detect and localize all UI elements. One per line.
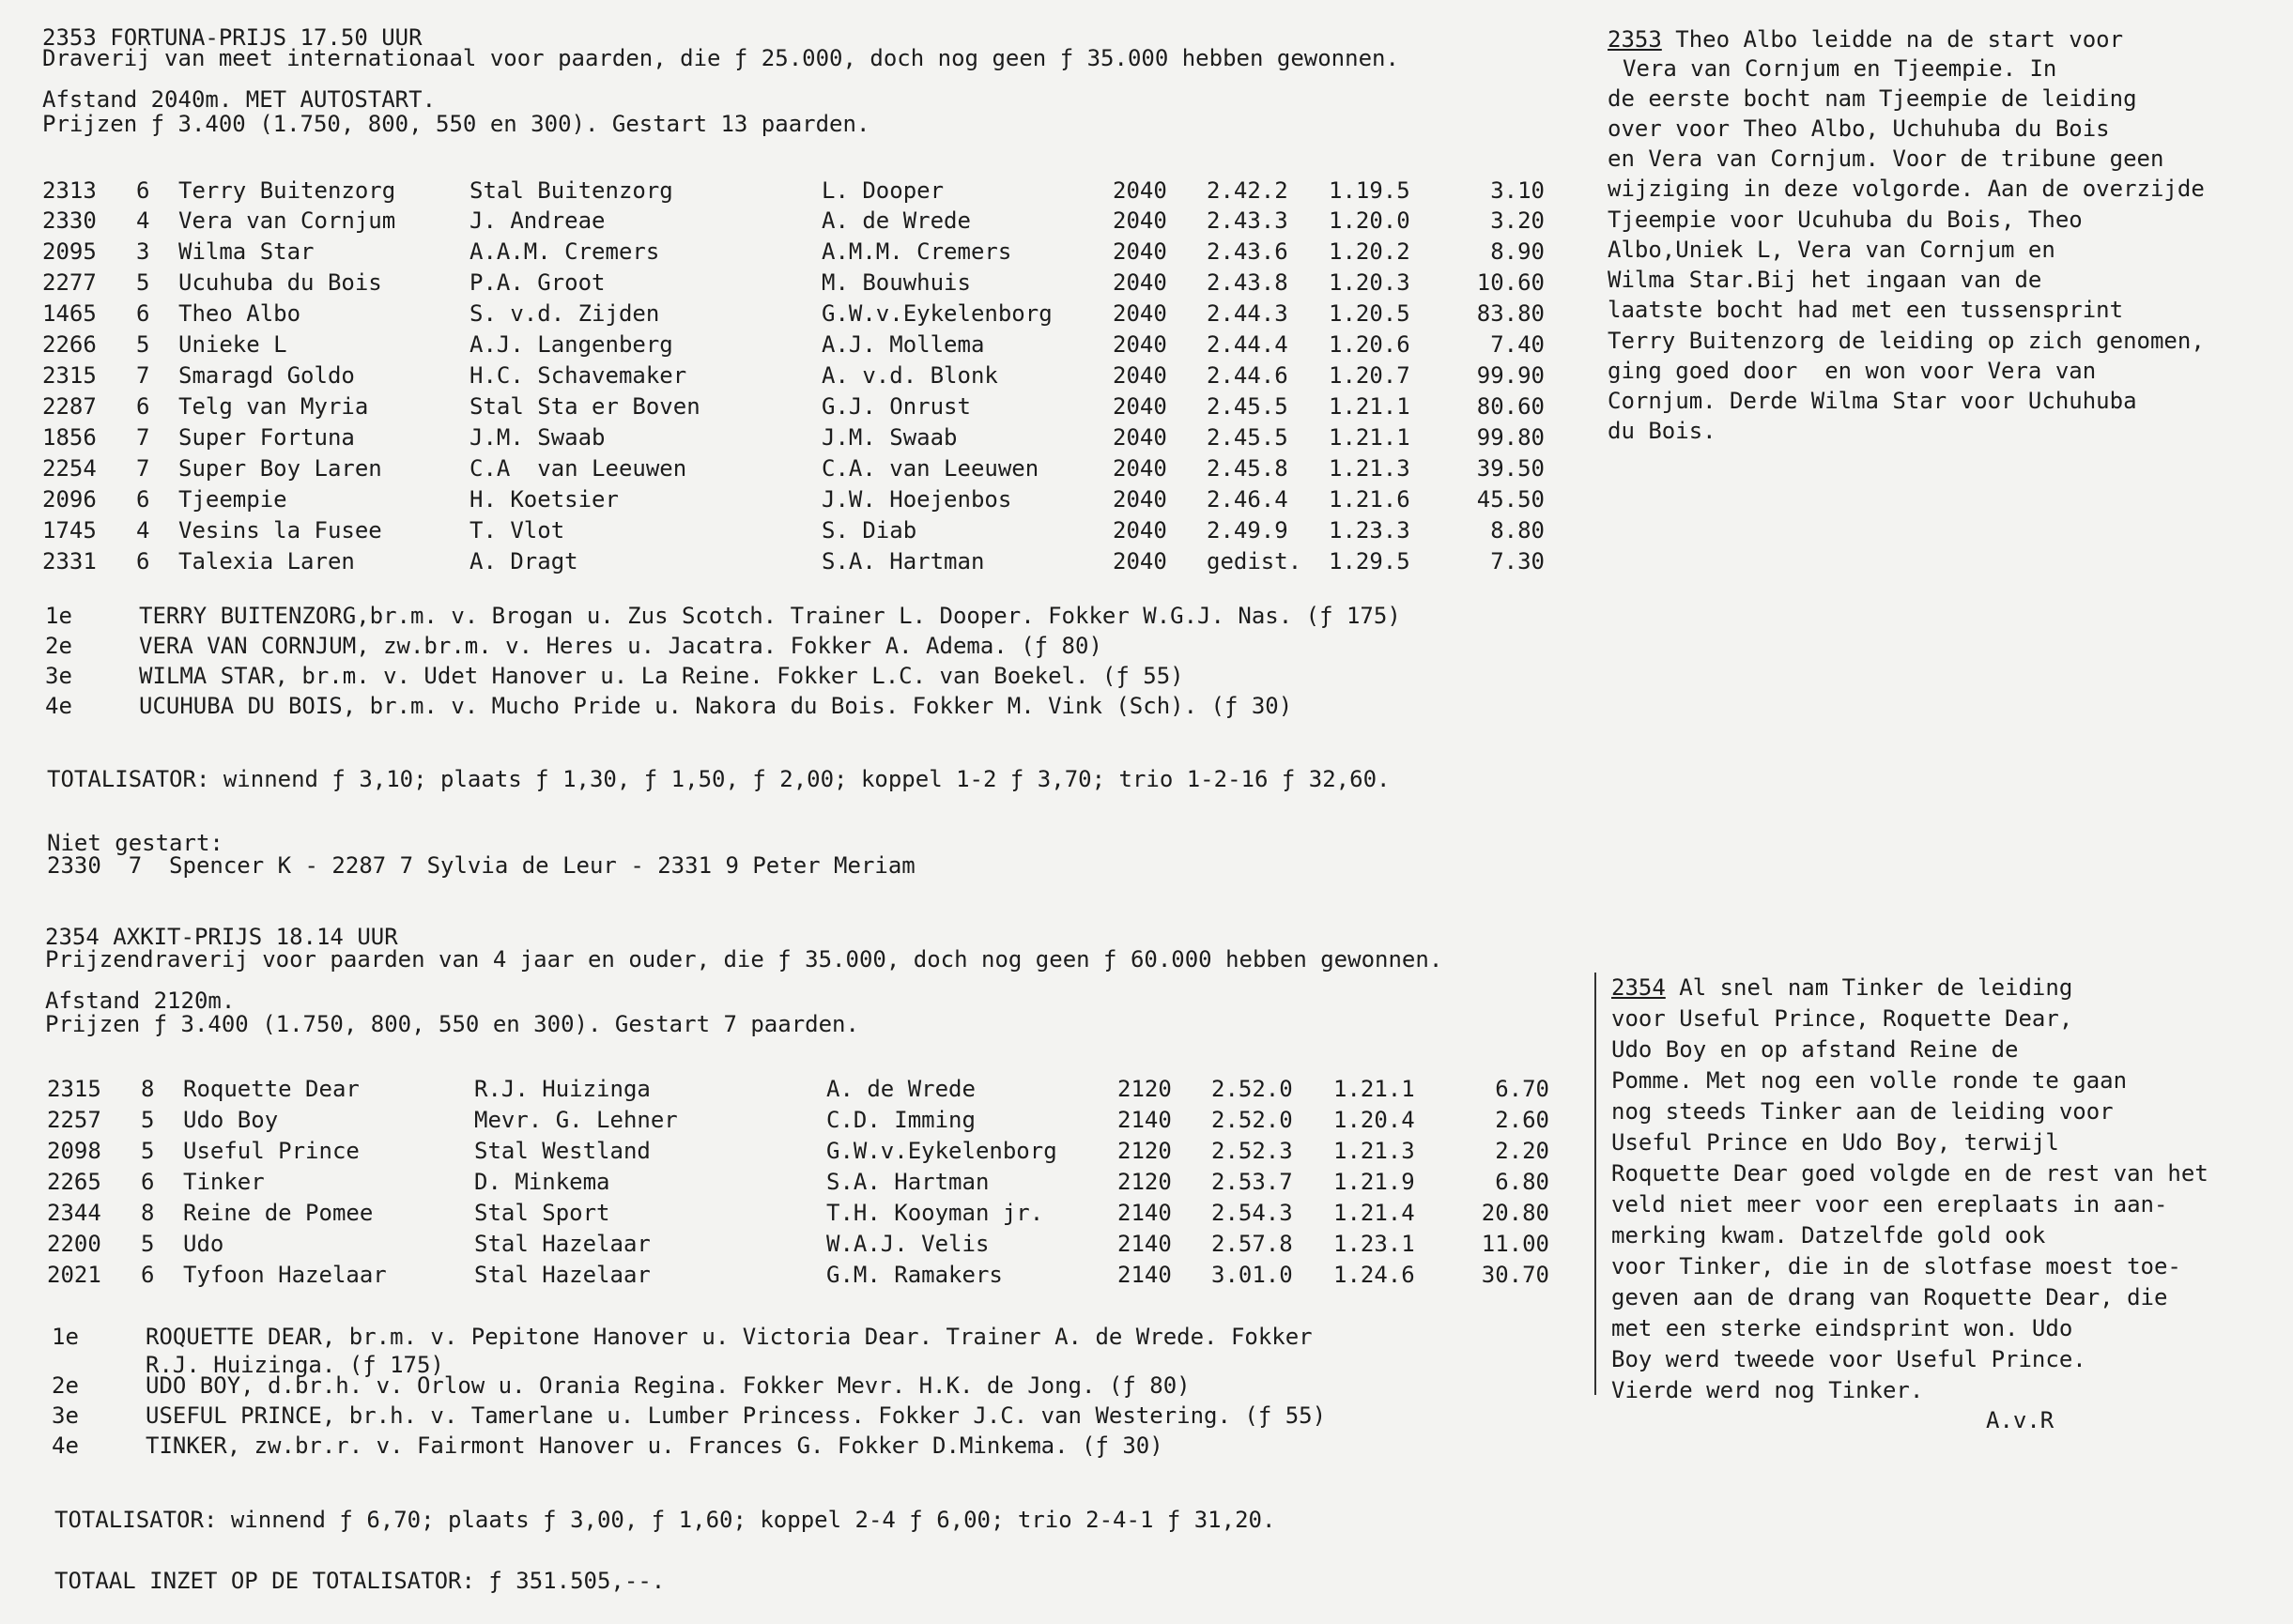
cell-odds: 7.30 bbox=[1490, 548, 1545, 575]
commentary-line: Wilma Star.Bij het ingaan van de bbox=[1608, 267, 2042, 293]
cell-driver: G.J. Onrust bbox=[822, 393, 971, 420]
cell-time: 2.45.8 bbox=[1207, 455, 1288, 482]
cell-horse: Vesins la Fusee bbox=[178, 517, 382, 544]
cell-age: 5 bbox=[141, 1107, 155, 1133]
cell-horse: Tyfoon Hazelaar bbox=[183, 1262, 387, 1288]
cell-time: gedist. bbox=[1207, 548, 1302, 575]
cell-horse: Unieke L bbox=[178, 331, 287, 358]
cell-age: 5 bbox=[141, 1138, 155, 1164]
commentary-line: nog steeds Tinker aan de leiding voor bbox=[1611, 1098, 2114, 1125]
cell-time: 2.49.9 bbox=[1207, 517, 1288, 544]
cell-driver: S.A. Hartman bbox=[822, 548, 985, 575]
commentary-line: de eerste bocht nam Tjeempie de leiding bbox=[1608, 85, 2137, 112]
cell-age: 7 bbox=[136, 362, 150, 389]
placing-position: 4e bbox=[45, 693, 72, 719]
cell-age: 3 bbox=[136, 238, 150, 265]
cell-odds: 10.60 bbox=[1476, 269, 1545, 296]
cell-km-time: 1.20.0 bbox=[1329, 207, 1410, 234]
cell-age: 7 bbox=[136, 455, 150, 482]
cell-driver: J.W. Hoejenbos bbox=[822, 486, 1012, 513]
cell-horse: Udo bbox=[183, 1231, 224, 1257]
cell-time: 2.52.3 bbox=[1211, 1138, 1293, 1164]
cell-odds: 11.00 bbox=[1481, 1231, 1549, 1257]
placing-text: UDO BOY, d.br.h. v. Orlow u. Orania Regina. Fokker Mevr. H.K. de Jong. (ƒ 80) bbox=[146, 1372, 1191, 1399]
cell-km-time: 1.21.1 bbox=[1329, 424, 1410, 451]
cell-owner: Stal Sport bbox=[474, 1200, 610, 1226]
cell-odds: 2.60 bbox=[1495, 1107, 1549, 1133]
cell-horse: Roquette Dear bbox=[183, 1076, 360, 1102]
cell-odds: 39.50 bbox=[1476, 455, 1545, 482]
commentary-line: veld niet meer voor een ereplaats in aan- bbox=[1611, 1191, 2168, 1218]
cell-driver: S. Diab bbox=[822, 517, 917, 544]
commentary-line: over voor Theo Albo, Uchuhuba du Bois bbox=[1608, 115, 2110, 142]
not-started-list: 2330 7 Spencer K - 2287 7 Sylvia de Leur - 2331 9 Peter Meriam bbox=[47, 852, 916, 879]
totalisator-line: TOTALISATOR: winnend ƒ 6,70; plaats ƒ 3,00, ƒ 1,60; koppel 2-4 ƒ 6,00; trio 2-4-1 ƒ 31,20. bbox=[54, 1507, 1276, 1533]
commentary-line: Pomme. Met nog een volle ronde te gaan bbox=[1611, 1067, 2128, 1094]
cell-owner: Stal Westland bbox=[474, 1138, 651, 1164]
cell-km-time: 1.21.1 bbox=[1329, 393, 1410, 420]
cell-distance: 2040 bbox=[1113, 300, 1167, 327]
cell-age: 6 bbox=[136, 486, 150, 513]
commentary-line: merking kwam. Datzelfde gold ook bbox=[1611, 1222, 2046, 1249]
cell-owner: A.A.M. Cremers bbox=[469, 238, 660, 265]
cell-time: 2.53.7 bbox=[1211, 1169, 1293, 1195]
cell-nr: 2200 bbox=[47, 1231, 101, 1257]
placing-text: USEFUL PRINCE, br.h. v. Tamerlane u. Lumber Princess. Fokker J.C. van Westering. (ƒ 55) bbox=[146, 1402, 1327, 1429]
cell-horse: Ucuhuba du Bois bbox=[178, 269, 382, 296]
cell-owner: Stal Sta er Boven bbox=[469, 393, 700, 420]
cell-time: 2.42.2 bbox=[1207, 177, 1288, 204]
cell-nr: 1856 bbox=[42, 424, 97, 451]
cell-km-time: 1.20.4 bbox=[1333, 1107, 1415, 1133]
author-signature: A.v.R bbox=[1986, 1407, 2054, 1433]
cell-odds: 45.50 bbox=[1476, 486, 1545, 513]
cell-odds: 99.80 bbox=[1476, 424, 1545, 451]
cell-odds: 3.20 bbox=[1490, 207, 1545, 234]
placing-text: UCUHUBA DU BOIS, br.m. v. Mucho Pride u. Nakora du Bois. Fokker M. Vink (Sch). (ƒ 30) bbox=[139, 693, 1293, 719]
cell-driver: S.A. Hartman bbox=[826, 1169, 990, 1195]
cell-owner: J. Andreae bbox=[469, 207, 606, 234]
cell-km-time: 1.21.3 bbox=[1329, 455, 1410, 482]
cell-driver: G.W.v.Eykelenborg bbox=[822, 300, 1053, 327]
cell-horse: Talexia Laren bbox=[178, 548, 355, 575]
cell-distance: 2040 bbox=[1113, 177, 1167, 204]
commentary-line: wijziging in deze volgorde. Aan de overzijde bbox=[1608, 176, 2205, 202]
cell-distance: 2120 bbox=[1117, 1138, 1172, 1164]
cell-driver: A. de Wrede bbox=[826, 1076, 976, 1102]
cell-driver: M. Bouwhuis bbox=[822, 269, 971, 296]
cell-nr: 2266 bbox=[42, 331, 97, 358]
placing-text: TINKER, zw.br.r. v. Fairmont Hanover u. Frances G. Fokker D.Minkema. (ƒ 30) bbox=[146, 1432, 1163, 1459]
cell-odds: 6.80 bbox=[1495, 1169, 1549, 1195]
cell-km-time: 1.24.6 bbox=[1333, 1262, 1415, 1288]
cell-distance: 2140 bbox=[1117, 1231, 1172, 1257]
cell-odds: 7.40 bbox=[1490, 331, 1545, 358]
cell-km-time: 1.23.3 bbox=[1329, 517, 1410, 544]
cell-horse: Smaragd Goldo bbox=[178, 362, 355, 389]
commentary-line: voor Tinker, die in de slotfase moest toe- bbox=[1611, 1253, 2181, 1279]
cell-driver: A.M.M. Cremers bbox=[822, 238, 1012, 265]
cell-owner: R.J. Huizinga bbox=[474, 1076, 651, 1102]
cell-age: 8 bbox=[141, 1076, 155, 1102]
race-prizes: Prijzen ƒ 3.400 (1.750, 800, 550 en 300). Gestart 7 paarden. bbox=[45, 1011, 859, 1037]
cell-age: 5 bbox=[136, 331, 150, 358]
cell-km-time: 1.20.5 bbox=[1329, 300, 1410, 327]
cell-driver: C.D. Imming bbox=[826, 1107, 976, 1133]
cell-owner: D. Minkema bbox=[474, 1169, 610, 1195]
cell-km-time: 1.21.3 bbox=[1333, 1138, 1415, 1164]
cell-age: 4 bbox=[136, 207, 150, 234]
cell-driver: W.A.J. Velis bbox=[826, 1231, 990, 1257]
placing-position: 3e bbox=[52, 1402, 79, 1429]
cell-nr: 2344 bbox=[47, 1200, 101, 1226]
cell-owner: J.M. Swaab bbox=[469, 424, 606, 451]
cell-age: 7 bbox=[136, 424, 150, 451]
total-stake: TOTAAL INZET OP DE TOTALISATOR: ƒ 351.505,--. bbox=[54, 1568, 666, 1594]
cell-time: 2.43.6 bbox=[1207, 238, 1288, 265]
cell-nr: 2330 bbox=[42, 207, 97, 234]
cell-nr: 2265 bbox=[47, 1169, 101, 1195]
cell-driver: J.M. Swaab bbox=[822, 424, 958, 451]
commentary-line: Cornjum. Derde Wilma Star voor Uchuhuba bbox=[1608, 388, 2137, 414]
cell-owner: H. Koetsier bbox=[469, 486, 619, 513]
commentary-line: Terry Buitenzorg de leiding op zich genomen, bbox=[1608, 328, 2205, 354]
commentary-line: en Vera van Cornjum. Voor de tribune geen bbox=[1608, 146, 2164, 172]
commentary-line: Udo Boy en op afstand Reine de bbox=[1611, 1036, 2019, 1063]
cell-horse: Vera van Cornjum bbox=[178, 207, 396, 234]
cell-distance: 2040 bbox=[1113, 269, 1167, 296]
cell-km-time: 1.20.6 bbox=[1329, 331, 1410, 358]
placing-text: TERRY BUITENZORG,br.m. v. Brogan u. Zus Scotch. Trainer L. Dooper. Fokker W.G.J. Nas. (ƒ 175) bbox=[139, 603, 1401, 629]
cell-nr: 2096 bbox=[42, 486, 97, 513]
results-table bbox=[5, 0, 1563, 1314]
race-distance: Afstand 2040m. MET AUTOSTART. bbox=[42, 86, 437, 113]
placing-text: VERA VAN CORNJUM, zw.br.m. v. Heres u. Jacatra. Fokker A. Adema. (ƒ 80) bbox=[139, 633, 1102, 659]
cell-nr: 2021 bbox=[47, 1262, 101, 1288]
cell-distance: 2040 bbox=[1113, 331, 1167, 358]
cell-age: 6 bbox=[136, 177, 150, 204]
race-conditions: Prijzendraverij voor paarden van 4 jaar en ouder, die ƒ 35.000, doch nog geen ƒ 60.000 hebben gewonnen. bbox=[45, 946, 1443, 973]
cell-driver: A.J. Mollema bbox=[822, 331, 985, 358]
race-conditions: Draverij van meet internationaal voor paarden, die ƒ 25.000, doch nog geen ƒ 35.000 hebben gewonnen. bbox=[42, 45, 1399, 71]
not-started-label: Niet gestart: bbox=[47, 830, 223, 856]
placing-position: 3e bbox=[45, 663, 72, 689]
commentary-line: Tjeempie voor Ucuhuba du Bois, Theo bbox=[1608, 207, 2083, 233]
cell-owner: H.C. Schavemaker bbox=[469, 362, 687, 389]
cell-nr: 2254 bbox=[42, 455, 97, 482]
commentary-line: voor Useful Prince, Roquette Dear, bbox=[1611, 1005, 2073, 1032]
cell-horse: Useful Prince bbox=[183, 1138, 360, 1164]
placing-text: ROQUETTE DEAR, br.m. v. Pepitone Hanover u. Victoria Dear. Trainer A. de Wrede. Fokker bbox=[146, 1324, 1313, 1350]
placing-text: WILMA STAR, br.m. v. Udet Hanover u. La Reine. Fokker L.C. van Boekel. (ƒ 55) bbox=[139, 663, 1184, 689]
cell-time: 2.46.4 bbox=[1207, 486, 1288, 513]
cell-odds: 99.90 bbox=[1476, 362, 1545, 389]
placing-position: 2e bbox=[52, 1372, 79, 1399]
commentary-line: Theo Albo leidde na de start voor bbox=[1661, 26, 2124, 53]
commentary-race-number: 2354 bbox=[1611, 974, 1666, 1001]
cell-horse: Tjeempie bbox=[178, 486, 287, 513]
cell-distance: 2040 bbox=[1113, 455, 1167, 482]
cell-nr: 2315 bbox=[47, 1076, 101, 1102]
placing-position: 1e bbox=[45, 603, 72, 629]
cell-time: 2.54.3 bbox=[1211, 1200, 1293, 1226]
cell-driver: L. Dooper bbox=[822, 177, 945, 204]
cell-nr: 2277 bbox=[42, 269, 97, 296]
cell-km-time: 1.23.1 bbox=[1333, 1231, 1415, 1257]
race-commentary bbox=[1608, 24, 2123, 55]
race-header: 2354 AXKIT-PRIJS 18.14 UUR bbox=[45, 924, 398, 950]
cell-km-time: 1.20.2 bbox=[1329, 238, 1410, 265]
cell-age: 6 bbox=[136, 300, 150, 327]
cell-nr: 1745 bbox=[42, 517, 97, 544]
cell-distance: 2040 bbox=[1113, 486, 1167, 513]
commentary-line: Vera van Cornjum en Tjeempie. In bbox=[1623, 55, 2057, 82]
cell-horse: Super Fortuna bbox=[178, 424, 355, 451]
cell-driver: G.W.v.Eykelenborg bbox=[826, 1138, 1057, 1164]
cell-horse: Super Boy Laren bbox=[178, 455, 382, 482]
commentary-line: Vierde werd nog Tinker. bbox=[1611, 1377, 1924, 1403]
race-distance: Afstand 2120m. bbox=[45, 988, 236, 1014]
cell-km-time: 1.21.6 bbox=[1329, 486, 1410, 513]
cell-odds: 83.80 bbox=[1476, 300, 1545, 327]
cell-odds: 8.80 bbox=[1490, 517, 1545, 544]
commentary-line: met een sterke eindsprint won. Udo bbox=[1611, 1315, 2073, 1341]
cell-horse: Terry Buitenzorg bbox=[178, 177, 396, 204]
cell-nr: 2313 bbox=[42, 177, 97, 204]
cell-horse: Tinker bbox=[183, 1169, 265, 1195]
commentary-line: laatste bocht had met een tussensprint bbox=[1608, 297, 2124, 323]
commentary-line: Roquette Dear goed volgde en de rest van het bbox=[1611, 1160, 2208, 1187]
cell-owner: T. Vlot bbox=[469, 517, 565, 544]
commentary-line: Albo,Uniek L, Vera van Cornjum en bbox=[1608, 237, 2055, 263]
cell-time: 2.45.5 bbox=[1207, 424, 1288, 451]
cell-owner: Mevr. G. Lehner bbox=[474, 1107, 678, 1133]
cell-distance: 2040 bbox=[1113, 207, 1167, 234]
cell-distance: 2040 bbox=[1113, 393, 1167, 420]
cell-age: 5 bbox=[136, 269, 150, 296]
cell-odds: 30.70 bbox=[1481, 1262, 1549, 1288]
cell-distance: 2120 bbox=[1117, 1169, 1172, 1195]
cell-km-time: 1.21.9 bbox=[1333, 1169, 1415, 1195]
cell-age: 8 bbox=[141, 1200, 155, 1226]
cell-owner: A.J. Langenberg bbox=[469, 331, 673, 358]
cell-nr: 2287 bbox=[42, 393, 97, 420]
cell-time: 2.52.0 bbox=[1211, 1107, 1293, 1133]
cell-distance: 2140 bbox=[1117, 1200, 1172, 1226]
cell-km-time: 1.29.5 bbox=[1329, 548, 1410, 575]
cell-nr: 1465 bbox=[42, 300, 97, 327]
commentary-line: Al snel nam Tinker de leiding bbox=[1665, 974, 2073, 1001]
cell-age: 6 bbox=[136, 393, 150, 420]
placing-position: 2e bbox=[45, 633, 72, 659]
cell-time: 2.43.3 bbox=[1207, 207, 1288, 234]
cell-distance: 2040 bbox=[1113, 238, 1167, 265]
cell-age: 5 bbox=[141, 1231, 155, 1257]
cell-time: 3.01.0 bbox=[1211, 1262, 1293, 1288]
cell-km-time: 1.20.3 bbox=[1329, 269, 1410, 296]
cell-odds: 8.90 bbox=[1490, 238, 1545, 265]
placing-text: R.J. Huizinga. (ƒ 175) bbox=[146, 1352, 444, 1378]
cell-horse: Reine de Pomee bbox=[183, 1200, 374, 1226]
cell-horse: Wilma Star bbox=[178, 238, 315, 265]
cell-odds: 3.10 bbox=[1490, 177, 1545, 204]
cell-time: 2.52.0 bbox=[1211, 1076, 1293, 1102]
cell-distance: 2120 bbox=[1117, 1076, 1172, 1102]
cell-time: 2.57.8 bbox=[1211, 1231, 1293, 1257]
commentary-divider bbox=[1594, 973, 1596, 1395]
cell-nr: 2098 bbox=[47, 1138, 101, 1164]
cell-driver: T.H. Kooyman jr. bbox=[826, 1200, 1044, 1226]
cell-owner: S. v.d. Zijden bbox=[469, 300, 660, 327]
commentary-line: du Bois. bbox=[1608, 418, 1716, 444]
cell-odds: 2.20 bbox=[1495, 1138, 1549, 1164]
cell-time: 2.43.8 bbox=[1207, 269, 1288, 296]
cell-time: 2.45.5 bbox=[1207, 393, 1288, 420]
cell-nr: 2095 bbox=[42, 238, 97, 265]
cell-distance: 2140 bbox=[1117, 1107, 1172, 1133]
cell-horse: Telg van Myria bbox=[178, 393, 369, 420]
cell-horse: Theo Albo bbox=[178, 300, 301, 327]
cell-nr: 2331 bbox=[42, 548, 97, 575]
cell-odds: 20.80 bbox=[1481, 1200, 1549, 1226]
cell-driver: A. de Wrede bbox=[822, 207, 971, 234]
cell-driver: C.A. van Leeuwen bbox=[822, 455, 1039, 482]
commentary-line: geven aan de drang van Roquette Dear, die bbox=[1611, 1284, 2168, 1310]
cell-odds: 80.60 bbox=[1476, 393, 1545, 420]
race-commentary bbox=[1611, 973, 2072, 1004]
cell-owner: Stal Buitenzorg bbox=[469, 177, 673, 204]
cell-age: 6 bbox=[136, 548, 150, 575]
commentary-line: Boy werd tweede voor Useful Prince. bbox=[1611, 1346, 2086, 1372]
cell-nr: 2315 bbox=[42, 362, 97, 389]
cell-km-time: 1.20.7 bbox=[1329, 362, 1410, 389]
cell-odds: 6.70 bbox=[1495, 1076, 1549, 1102]
placing-position: 1e bbox=[52, 1324, 79, 1350]
cell-distance: 2040 bbox=[1113, 362, 1167, 389]
placing-position: 4e bbox=[52, 1432, 79, 1459]
cell-owner: P.A. Groot bbox=[469, 269, 606, 296]
cell-age: 6 bbox=[141, 1262, 155, 1288]
cell-driver: G.M. Ramakers bbox=[826, 1262, 1003, 1288]
cell-horse: Udo Boy bbox=[183, 1107, 279, 1133]
cell-km-time: 1.21.1 bbox=[1333, 1076, 1415, 1102]
cell-age: 6 bbox=[141, 1169, 155, 1195]
cell-owner: Stal Hazelaar bbox=[474, 1231, 651, 1257]
cell-driver: A. v.d. Blonk bbox=[822, 362, 998, 389]
totalisator-line: TOTALISATOR: winnend ƒ 3,10; plaats ƒ 1,30, ƒ 1,50, ƒ 2,00; koppel 1-2 ƒ 3,70; trio 1-2-16 ƒ 32,60. bbox=[47, 766, 1391, 792]
race-prizes: Prijzen ƒ 3.400 (1.750, 800, 550 en 300). Gestart 13 paarden. bbox=[42, 111, 870, 137]
cell-time: 2.44.6 bbox=[1207, 362, 1288, 389]
commentary-line: Useful Prince en Udo Boy, terwijl bbox=[1611, 1129, 2059, 1156]
cell-distance: 2140 bbox=[1117, 1262, 1172, 1288]
commentary-race-number: 2353 bbox=[1608, 26, 1662, 53]
cell-distance: 2040 bbox=[1113, 517, 1167, 544]
cell-age: 4 bbox=[136, 517, 150, 544]
cell-time: 2.44.4 bbox=[1207, 331, 1288, 358]
race-header: 2353 FORTUNA-PRIJS 17.50 UUR bbox=[42, 24, 423, 51]
cell-owner: A. Dragt bbox=[469, 548, 578, 575]
cell-owner: C.A van Leeuwen bbox=[469, 455, 687, 482]
cell-distance: 2040 bbox=[1113, 424, 1167, 451]
commentary-line: ging goed door en won voor Vera van bbox=[1608, 358, 2097, 384]
cell-distance: 2040 bbox=[1113, 548, 1167, 575]
cell-km-time: 1.19.5 bbox=[1329, 177, 1410, 204]
cell-nr: 2257 bbox=[47, 1107, 101, 1133]
cell-km-time: 1.21.4 bbox=[1333, 1200, 1415, 1226]
cell-owner: Stal Hazelaar bbox=[474, 1262, 651, 1288]
cell-time: 2.44.3 bbox=[1207, 300, 1288, 327]
